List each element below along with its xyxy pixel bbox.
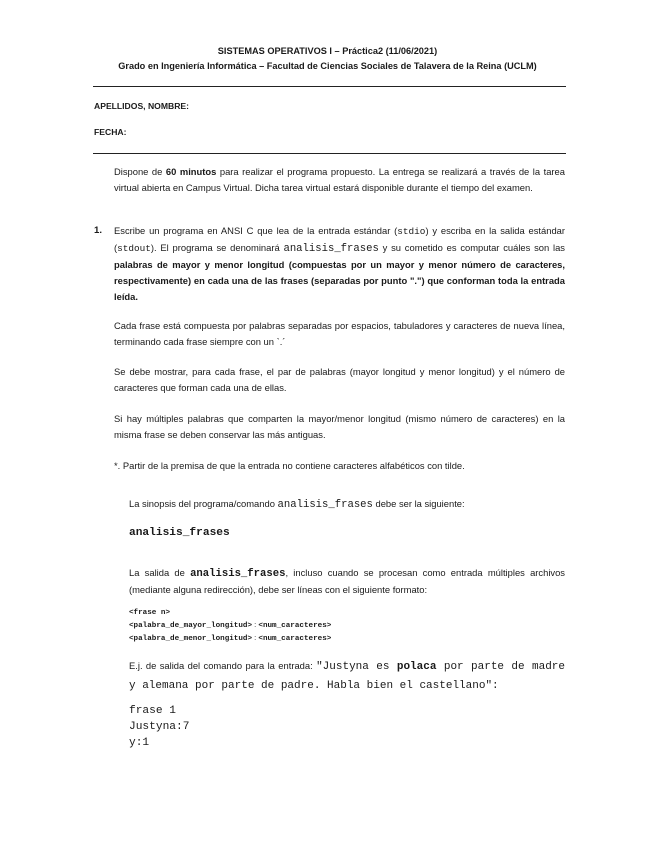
output-description: La salida de analisis_frases, incluso cuando se procesan como entrada múltiples archivos (mediante alguna redirección), debe ser líneas con el siguiente formato: xyxy=(129,567,565,595)
name-label: APELLIDOS, NOMBRE: xyxy=(94,101,190,111)
exercise-number: 1. xyxy=(94,225,103,236)
top-divider xyxy=(93,86,566,87)
format-line-sentence: <frase n> xyxy=(129,609,171,617)
synopsis-text: La sinopsis del programa/comando analisis_frases debe ser la siguiente: xyxy=(129,498,465,511)
output-requirement: Se debe mostrar, para cada frase, el par de palabras (mayor longitud y menor longitud) y el número de caracteres que forman cada una de ellas. xyxy=(114,366,565,393)
tie-rule: Si hay múltiples palabras que comparten la mayor/menor longitud (mismo número de caracteres) en la misma frase se deben conservar las más antiguas. xyxy=(114,413,565,440)
format-line-shortest: <palabra_de_menor_longitud> : <num_caracteres> xyxy=(129,633,332,643)
example-output xyxy=(129,703,189,751)
example-input: E.j. de salida del comando para la entrada: "Justyna es polaca por parte de madre y alemana por parte de padre. Habla bien el castellano": xyxy=(129,660,566,692)
document-subtitle: Grado en Ingeniería Informática – Facultad de Ciencias Sociales de Talavera de la Reina (UCLM) xyxy=(118,61,537,71)
premise-note: *. Partir de la premisa de que la entrada no contiene caracteres alfabéticos con tilde. xyxy=(114,460,465,471)
exercise-statement: Escribe un programa en ANSI C que lea de la entrada estándar (stdio) y escriba en la salida estándar (stdout). El programa se denominará analisis_frases y su cometido es computar cuáles son las palabras de mayor y menor longitud (compuestas por un mayor y menor número de caracteres, respectivamente) en cada una de las frases (separadas por punto ".") que conforman toda la entrada leída. xyxy=(114,225,565,302)
intro-paragraph: Dispone de 60 minutos para realizar el programa propuesto. La entrega se realizará a través de la tarea virtual abierta en Campus Virtual. Dicha tarea virtual estará disponible durante el tiempo del examen. xyxy=(114,166,565,193)
date-label: FECHA: xyxy=(94,127,127,137)
format-line-longest: <palabra_de_mayor_longitud> : <num_caracteres> xyxy=(129,620,332,630)
output-line-shortest: y:1 xyxy=(129,737,150,749)
sentence-definition: Cada frase está compuesta por palabras separadas por espacios, tabuladores y caracteres de nueva línea, terminando cada frase siempre con un `.´ xyxy=(114,320,565,347)
synopsis-command: analisis_frases xyxy=(129,527,230,539)
bottom-divider xyxy=(93,153,566,154)
document-title: SISTEMAS OPERATIVOS I – Práctica2 (11/06/2021) xyxy=(217,46,438,56)
output-line-longest: Justyna:7 xyxy=(129,721,190,733)
output-format-block xyxy=(129,608,331,645)
output-line-sentence: frase 1 xyxy=(129,705,176,717)
